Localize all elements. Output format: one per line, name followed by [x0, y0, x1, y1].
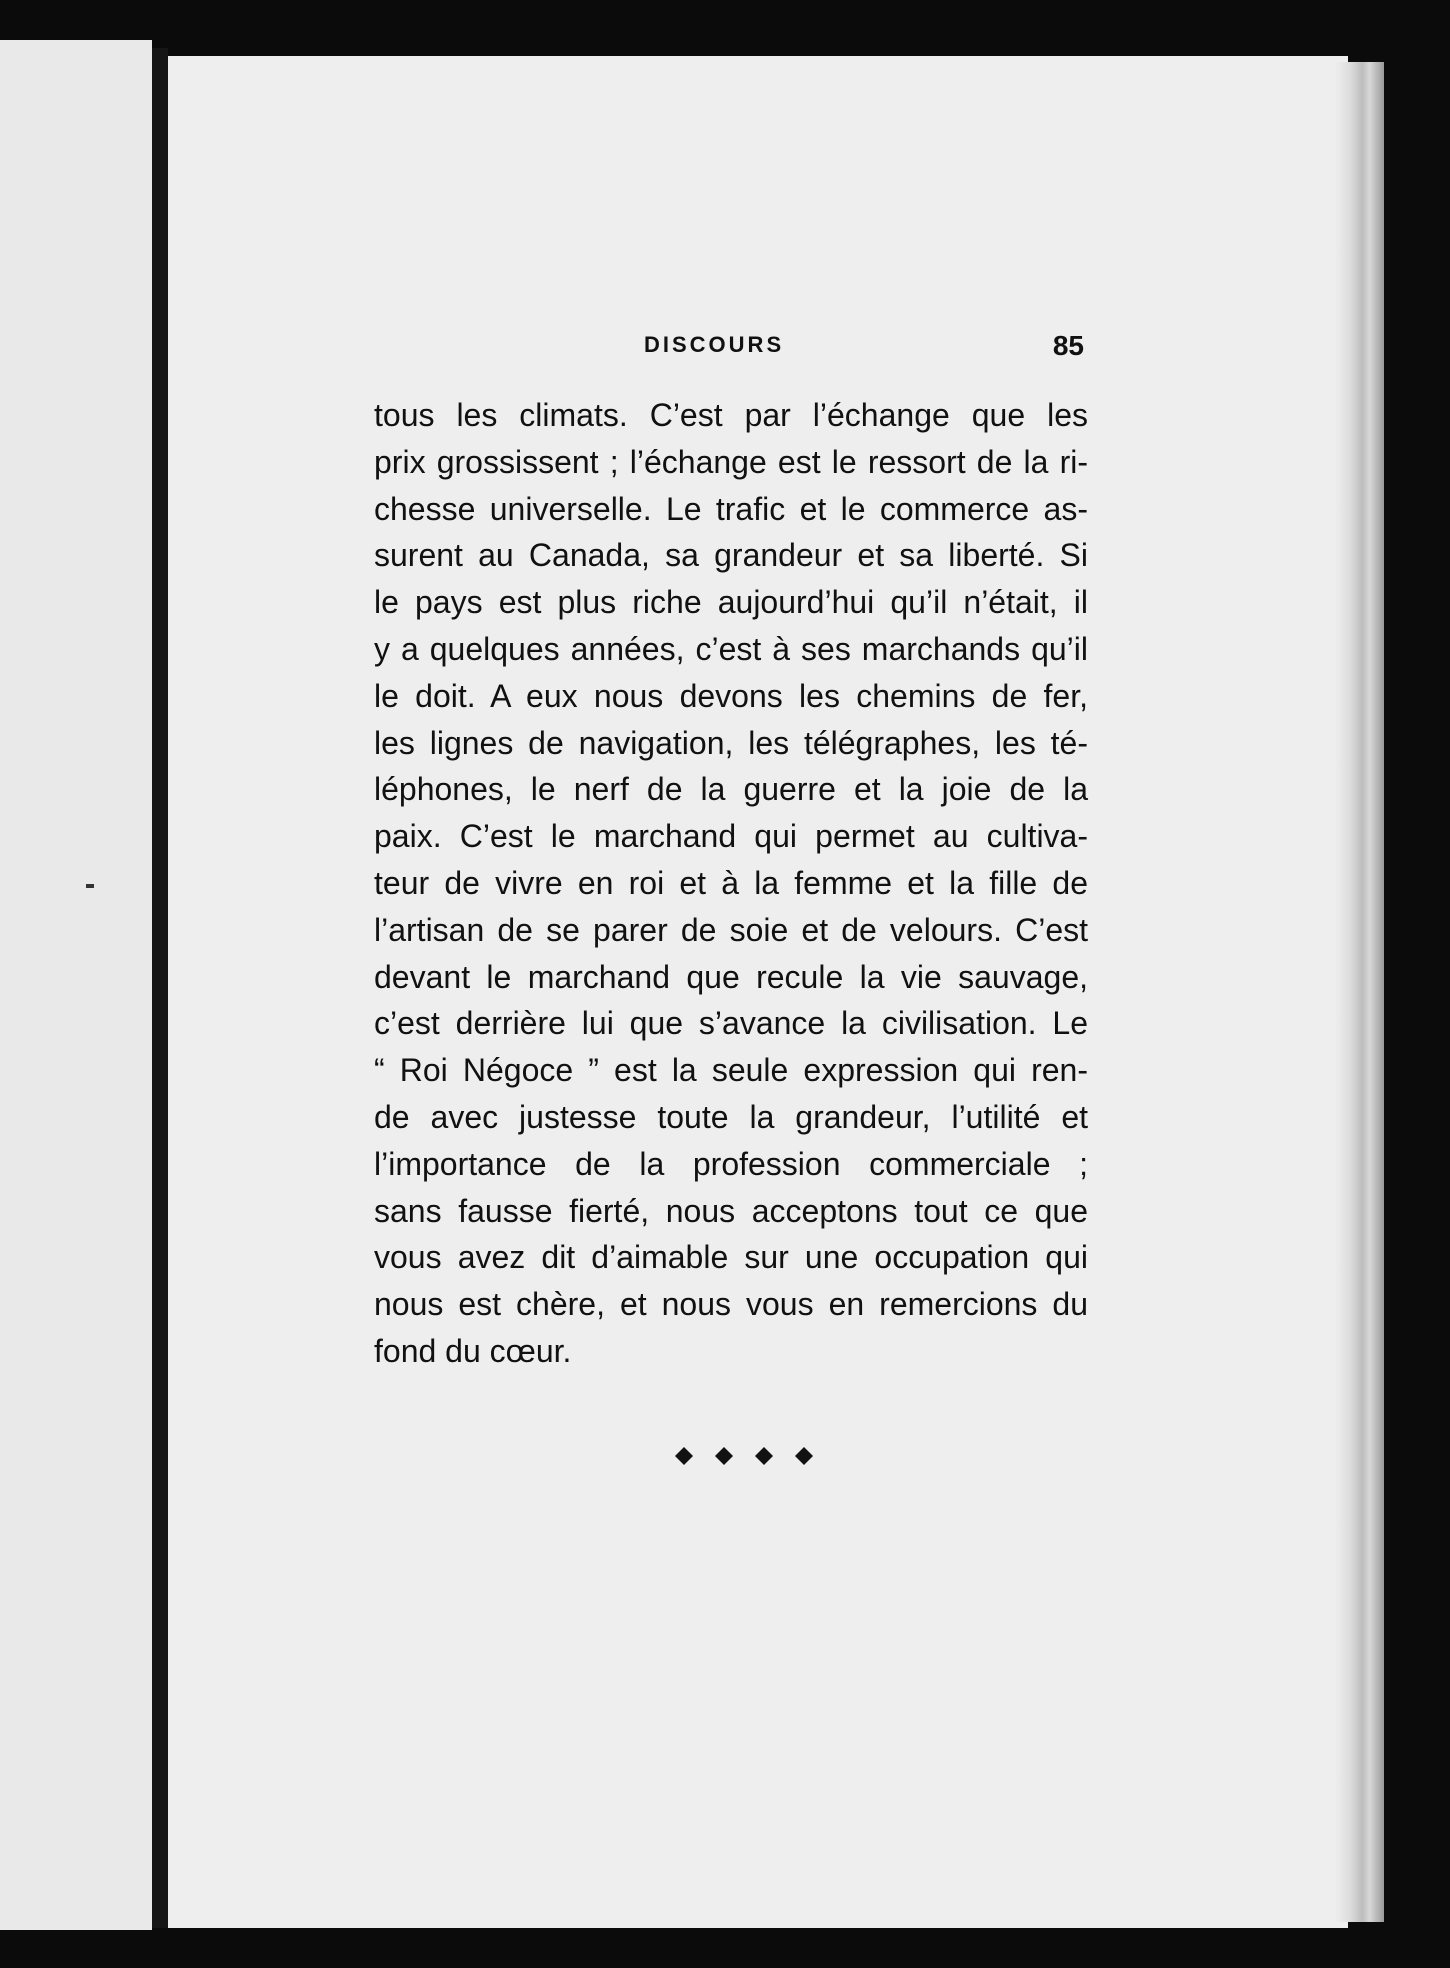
text-line: devant le marchand que recule la vie sauvage, — [374, 958, 1088, 995]
text-line: fond du cœur. — [374, 1332, 572, 1369]
text-line: tous les climats. C’est par l’échange que les — [374, 397, 1088, 433]
fleuron-icon — [674, 1446, 694, 1466]
fleuron-icon — [794, 1446, 814, 1466]
text-line: sans fausse fierté, nous acceptons tout ce que — [374, 1192, 1088, 1229]
text-line: c’est derrière lui que s’avance la civilisation. Le — [374, 1005, 1088, 1042]
left-page — [0, 40, 152, 1930]
running-title: DISCOURS — [644, 332, 785, 357]
text-line: y a quelques années, c’est à ses marchands qu’il — [374, 630, 1088, 667]
text-line: de avec justesse toute la grandeur, l’utilité et — [374, 1098, 1088, 1135]
text-line: nous est chère, et nous vous en remercions du — [374, 1286, 1088, 1323]
margin-mark — [86, 884, 94, 888]
section-ornament — [674, 1436, 814, 1476]
text-line: l’artisan de se parer de soie et de velours. C’est — [374, 911, 1088, 948]
text-line: les lignes de navigation, les télégraphes, les té- — [374, 724, 1088, 761]
book-spine — [152, 48, 168, 1928]
text-line: le doit. A eux nous devons les chemins de fer, — [374, 677, 1088, 714]
body-text — [374, 392, 1088, 1375]
fleuron-icon — [754, 1446, 774, 1466]
text-line: le pays est plus riche aujourd’hui qu’il n’était, il — [374, 584, 1088, 621]
text-line: paix. C’est le marchand qui permet au cultiva- — [374, 818, 1088, 855]
text-line: léphones, le nerf de la guerre et la joie de la — [374, 771, 1088, 808]
text-line: l’importance de la profession commerciale ; — [374, 1145, 1088, 1182]
text-line: chesse universelle. Le trafic et le commerce as- — [374, 490, 1088, 527]
text-line: teur de vivre en roi et à la femme et la fille de — [374, 864, 1088, 901]
running-head — [372, 330, 1092, 370]
text-line: prix grossissent ; l’échange est le ressort de la ri- — [374, 443, 1088, 480]
fleuron-icon — [714, 1446, 734, 1466]
text-line: vous avez dit d’aimable sur une occupation qui — [374, 1239, 1088, 1276]
text-line: surent au Canada, sa grandeur et sa liberté. Si — [374, 537, 1088, 574]
page-number: 85 — [1052, 330, 1084, 361]
page-edge — [1336, 62, 1384, 1922]
text-line: “ Roi Négoce ” est la seule expression qui ren- — [374, 1052, 1088, 1089]
